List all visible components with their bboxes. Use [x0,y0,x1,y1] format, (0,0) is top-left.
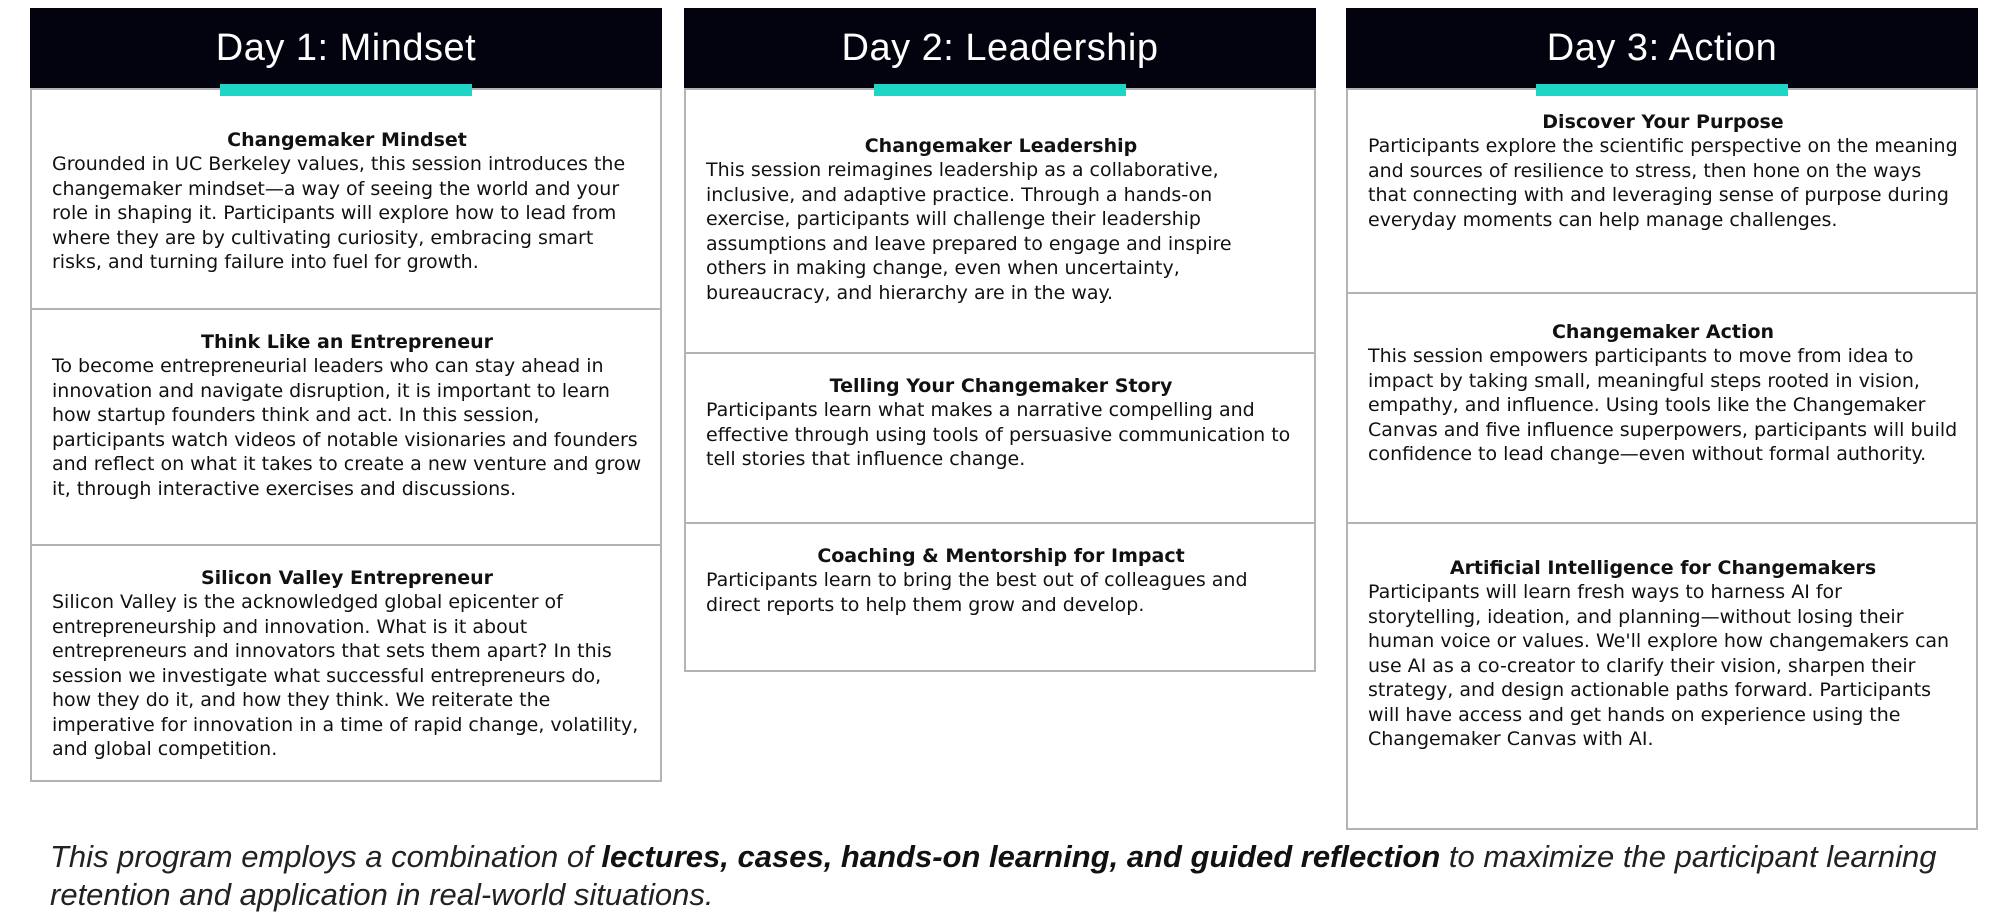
day-2-header [684,8,1316,88]
session-think-like-an-entrepreneur [32,308,660,544]
day-3-sessions [1346,88,1978,830]
session-changemaker-mindset [32,88,660,308]
session-title: Artificial Intelligence for Changemakers [1449,557,1877,579]
session-changemaker-leadership [686,88,1314,352]
day-2-accent-bar [874,84,1126,96]
session-description: Participants will learn fresh ways to harness AI for storytelling, ideation, and planning—without losing their human voice or values. We'll explore how changemakers can use AI as a co-creator to clarify their vision, sharpen their strategy, and design actionable paths forward. Participants will have access and get hands on experience using the Changemaker Canvas with AI. [1368,581,1950,750]
session-description: This session reimagines leadership as a collaborative, inclusive, and adaptive practice. Through a hands-on exercise, participants will challenge their leadership assumptions and leave prepared to engage and inspire others in making change, even when uncertainty, bureaucracy, and hierarchy are in the way. [706,159,1232,304]
session-title: Coaching & Mentorship for Impact [817,545,1185,567]
day-3-column [1346,8,1978,830]
session-ai-for-changemakers [1348,522,1976,828]
session-title: Discover Your Purpose [1542,111,1784,133]
session-discover-your-purpose [1348,88,1976,292]
day-1-accent-bar [220,84,472,96]
session-description: This session empowers participants to move from idea to impact by taking small, meaningful steps rooted in vision, empathy, and influence. Using tools like the Changemaker Canvas and five influence superpowers, participants will build confidence to lead change—even without formal authority. [1368,345,1958,465]
day-3-title: Day 3: Action [1546,27,1778,69]
session-coaching-mentorship [686,522,1314,670]
summary-text-emphasis: lectures, cases, hands-on learning, and guided reflection [601,839,1441,874]
session-title: Silicon Valley Entrepreneur [200,567,494,589]
session-silicon-valley-entrepreneur [32,544,660,780]
day-1-column [30,8,662,782]
day-2-column [684,8,1316,672]
session-title: Changemaker Leadership [864,135,1138,157]
day-1-title: Day 1: Mindset [215,27,477,69]
day-2-title: Day 2: Leadership [841,27,1159,69]
session-description: To become entrepreneurial leaders who can stay ahead in innovation and navigate disruption, it is important to learn how startup founders think and act. In this session, participants watch videos of notable visionaries and founders and reflect on what it takes to create a new venture and grow it, through interactive exercises and discussions. [52,355,642,500]
session-description: Participants explore the scientific perspective on the meaning and sources of resilience to stress, then hone on the ways that connecting with and leveraging sense of purpose during everyday moments can help manage challenges. [1368,135,1958,231]
day-2-sessions [684,88,1316,672]
session-description: Silicon Valley is the acknowledged global epicenter of entrepreneurship and innovation. What is it about entrepreneurs and innovators that sets them apart? In this session we investigate what successful entrepreneurs do, how they do it, and how they think. We reiterate the imperative for innovation in a time of rapid change, volatility, and global competition. [52,591,639,760]
session-telling-your-changemaker-story [686,352,1314,522]
session-title: Think Like an Entrepreneur [201,331,493,353]
session-description: Participants learn what makes a narrative compelling and effective through using tools of persuasive communication to tell stories that influence change. [706,399,1291,470]
session-title: Changemaker Action [1551,321,1775,343]
program-summary [50,838,1970,914]
day-3-accent-bar [1536,84,1788,96]
day-1-sessions [30,88,662,782]
session-description: Participants learn to bring the best out of colleagues and direct reports to help them grow and develop. [706,569,1248,616]
session-title: Changemaker Mindset [227,129,467,151]
session-title: Telling Your Changemaker Story [829,375,1173,397]
day-1-header [30,8,662,88]
day-3-header [1346,8,1978,88]
session-changemaker-action [1348,292,1976,522]
summary-text-start: This program employs a combination of [50,839,602,874]
summary-text-end: to maximize the participant learning retention and application in real-world situations. [50,839,1937,912]
session-description: Grounded in UC Berkeley values, this session introduces the changemaker mindset—a way of seeing the world and your role in shaping it. Participants will explore how to lead from where they are by cultivating curiosity, embracing smart risks, and turning failure into fuel for growth. [52,153,626,273]
